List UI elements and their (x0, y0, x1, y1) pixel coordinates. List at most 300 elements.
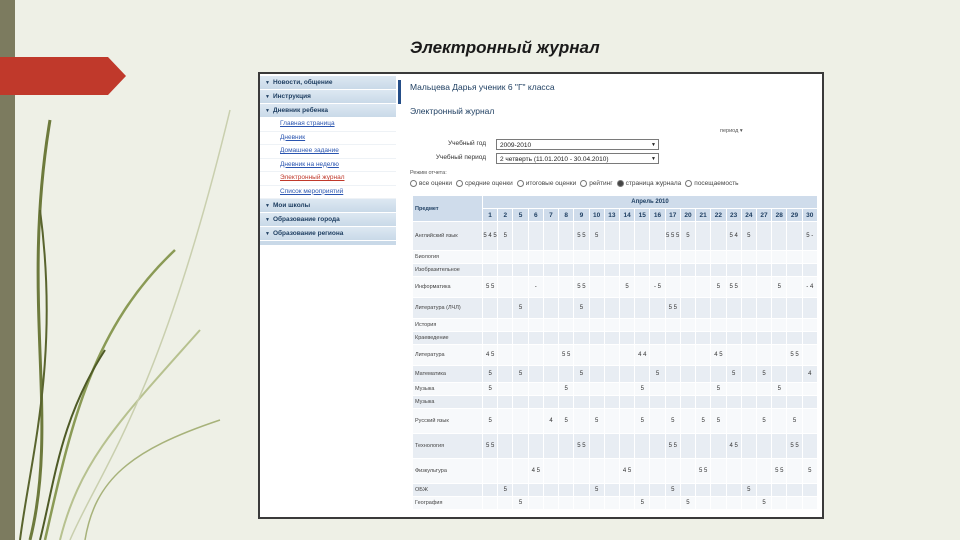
grade-cell (483, 264, 498, 277)
grade-cell (543, 345, 558, 366)
grade-cell (498, 409, 513, 434)
journal-title: Электронный журнал (410, 106, 495, 116)
grade-cell (711, 222, 726, 251)
table-row (413, 251, 818, 264)
grade-cell (696, 264, 711, 277)
grade-cell (498, 264, 513, 277)
grade-cell (528, 409, 543, 434)
table-row (413, 434, 818, 459)
grade-cell (772, 332, 787, 345)
title-arrow-shape (0, 57, 126, 95)
report-mode-option[interactable] (617, 180, 684, 187)
grade-cell (574, 383, 589, 396)
grade-cell (619, 366, 634, 383)
sidebar-section-label: Дневник ребенка (272, 107, 329, 114)
grade-cell (604, 434, 619, 459)
grade-cell (741, 251, 756, 264)
grade-cell: 4 4 (635, 345, 650, 366)
sidebar-item[interactable]: Дневник (260, 132, 396, 146)
grade-cell: 5 (589, 409, 604, 434)
table-row (413, 396, 818, 409)
grade-cell (498, 459, 513, 484)
grade-cell (665, 264, 680, 277)
table-row (413, 277, 818, 298)
grade-cell: 5 5 (787, 434, 802, 459)
grade-cell (650, 434, 665, 459)
grade-cell (741, 264, 756, 277)
grade-cell (528, 332, 543, 345)
grade-cell (543, 497, 558, 510)
sidebar-section[interactable] (260, 104, 396, 117)
grade-cell: 5 5 (665, 434, 680, 459)
grade-cell (589, 345, 604, 366)
grade-cell (574, 409, 589, 434)
grade-cell (635, 319, 650, 332)
grade-cell (680, 366, 695, 383)
grade-cell (559, 298, 574, 319)
grade-cell (604, 396, 619, 409)
grade-cell (787, 222, 802, 251)
grade-cell: 5 (711, 409, 726, 434)
grade-cell (772, 264, 787, 277)
grade-cell: 4 5 (528, 459, 543, 484)
grade-cell (802, 396, 817, 409)
year-label: Учебный год (448, 140, 486, 147)
day-header: 21 (696, 209, 711, 222)
grade-cell (650, 383, 665, 396)
grade-cell (483, 459, 498, 484)
grade-cell (513, 222, 528, 251)
grade-cell (559, 497, 574, 510)
grade-cell (619, 434, 634, 459)
grade-cell (619, 319, 634, 332)
grade-cell: 4 (802, 366, 817, 383)
grade-cell: 5 (711, 277, 726, 298)
grade-cell (665, 319, 680, 332)
sidebar-section[interactable] (260, 90, 396, 103)
subject-cell: Музыка (413, 383, 483, 396)
slide-title: Электронный журнал (410, 38, 600, 57)
grade-cell (696, 345, 711, 366)
day-header: 13 (604, 209, 619, 222)
grade-cell (559, 434, 574, 459)
report-mode-option[interactable] (410, 180, 454, 187)
grade-cell (619, 409, 634, 434)
grade-cell (650, 222, 665, 251)
table-row (413, 222, 818, 251)
subject-cell: Изобразительное (413, 264, 483, 277)
grade-cell (513, 319, 528, 332)
day-header: 16 (650, 209, 665, 222)
chevron-down-icon: ▼ (265, 80, 270, 86)
grade-cell (513, 396, 528, 409)
grade-cell (802, 332, 817, 345)
grade-cell (802, 264, 817, 277)
grade-cell (528, 396, 543, 409)
grade-cell (772, 319, 787, 332)
grade-cell (635, 264, 650, 277)
grade-cell (772, 497, 787, 510)
grade-cell (711, 251, 726, 264)
grade-cell: - 5 (650, 277, 665, 298)
grade-cell (635, 277, 650, 298)
subject-cell: Физкультура (413, 459, 483, 484)
grade-cell (665, 366, 680, 383)
grade-cell: 5 (650, 366, 665, 383)
grade-cell (559, 251, 574, 264)
sidebar-section-label: Образование региона (272, 230, 344, 237)
grade-cell (726, 264, 741, 277)
grade-cell (726, 383, 741, 396)
grade-cell (772, 434, 787, 459)
day-header: 29 (787, 209, 802, 222)
grade-cell (604, 222, 619, 251)
grade-cell (726, 497, 741, 510)
report-mode-label: итоговые оценки (525, 180, 577, 188)
grade-cell (604, 332, 619, 345)
chevron-down-icon: ▼ (651, 142, 656, 148)
sidebar-item[interactable]: Главная страница (260, 118, 396, 132)
grade-cell (787, 298, 802, 319)
grade-cell: - (528, 277, 543, 298)
grade-cell: 5 (665, 409, 680, 434)
grade-cell (528, 222, 543, 251)
sidebar-section[interactable] (260, 76, 396, 89)
grade-cell (635, 222, 650, 251)
report-mode-options (410, 180, 743, 187)
grade-cell (756, 345, 771, 366)
table-row (413, 459, 818, 484)
grade-cell (772, 484, 787, 497)
grade-cell: - 4 (802, 277, 817, 298)
sidebar-item[interactable]: Электронный журнал (260, 172, 396, 186)
grade-cell (741, 383, 756, 396)
grade-cell: 5 (483, 383, 498, 396)
grade-cell: 5 (680, 222, 695, 251)
grade-cell: 5 (741, 484, 756, 497)
grade-cell (787, 396, 802, 409)
grade-cell (787, 497, 802, 510)
grade-cell (772, 345, 787, 366)
grade-cell (498, 319, 513, 332)
grade-cell: 4 5 (726, 434, 741, 459)
day-header: 2 (498, 209, 513, 222)
grade-cell (772, 298, 787, 319)
grade-cell: 5 (635, 383, 650, 396)
grade-cell (574, 319, 589, 332)
report-mode-option[interactable] (517, 180, 578, 187)
grade-cell (513, 383, 528, 396)
grade-cell (543, 366, 558, 383)
grade-cell (589, 434, 604, 459)
grade-cell: 5 5 (772, 459, 787, 484)
grade-cell (619, 345, 634, 366)
grade-cell (543, 264, 558, 277)
grade-cell (513, 264, 528, 277)
grade-cell (696, 366, 711, 383)
table-row (413, 319, 818, 332)
subject-cell: ОБЖ (413, 484, 483, 497)
chevron-down-icon: ▼ (265, 94, 270, 100)
grade-cell (589, 298, 604, 319)
grade-cell (543, 396, 558, 409)
grade-cell (756, 459, 771, 484)
report-mode-option[interactable] (456, 180, 515, 187)
subject-cell: Литература (413, 345, 483, 366)
grade-cell (696, 383, 711, 396)
grade-cell (589, 277, 604, 298)
grade-cell (574, 332, 589, 345)
grade-cell: 5 (483, 409, 498, 434)
grade-cell (802, 251, 817, 264)
grade-cell (543, 319, 558, 332)
grade-cell (650, 497, 665, 510)
grade-cell: 5 (787, 409, 802, 434)
grade-cell (711, 332, 726, 345)
grade-cell (543, 434, 558, 459)
sidebar-footer (260, 241, 396, 245)
grade-cell (650, 264, 665, 277)
grade-cell (559, 264, 574, 277)
grade-cell (650, 409, 665, 434)
grade-cell (619, 298, 634, 319)
grade-cell (711, 366, 726, 383)
radio-icon (617, 180, 624, 187)
grade-cell: 5 (589, 222, 604, 251)
grade-cell (741, 409, 756, 434)
grade-cell (802, 298, 817, 319)
grade-cell (787, 459, 802, 484)
grade-cell (528, 484, 543, 497)
grade-cell: 5 (513, 497, 528, 510)
grade-cell (787, 264, 802, 277)
grade-cell (680, 434, 695, 459)
grade-cell (559, 459, 574, 484)
grade-cell (574, 264, 589, 277)
sidebar-section[interactable] (260, 199, 396, 212)
sidebar-section[interactable] (260, 213, 396, 226)
grade-cell (756, 264, 771, 277)
period-select[interactable] (496, 153, 659, 164)
report-mode-option[interactable] (685, 180, 740, 187)
grade-cell: 5 (559, 409, 574, 434)
chevron-down-icon: ▼ (265, 108, 270, 114)
grade-cell (619, 332, 634, 345)
subject-cell: Технология (413, 434, 483, 459)
grade-cell: 5 5 (559, 345, 574, 366)
grade-cell: 5 (756, 409, 771, 434)
grade-cell (787, 277, 802, 298)
chevron-down-icon: ▼ (265, 203, 270, 209)
day-header: 20 (680, 209, 695, 222)
grade-cell (741, 298, 756, 319)
grade-cell (513, 332, 528, 345)
grade-cell (604, 319, 619, 332)
grade-cell: 5 (574, 366, 589, 383)
year-select[interactable] (496, 139, 659, 150)
sidebar-item[interactable]: Список мероприятий (260, 186, 396, 200)
day-header: 8 (559, 209, 574, 222)
grade-cell: 5 (589, 484, 604, 497)
grade-cell (772, 366, 787, 383)
sidebar-item[interactable]: Домашнее задание (260, 145, 396, 159)
day-header: 7 (543, 209, 558, 222)
grade-cell (528, 298, 543, 319)
grade-cell: 5 (498, 484, 513, 497)
grade-cell (483, 497, 498, 510)
grade-cell: 5 5 (483, 434, 498, 459)
grade-cell (559, 396, 574, 409)
sidebar-section[interactable] (260, 227, 396, 240)
grade-cell: 5 5 (787, 345, 802, 366)
grade-cell: 5 5 (726, 277, 741, 298)
grade-cell: 5 (619, 277, 634, 298)
table-row (413, 345, 818, 366)
grade-cell (756, 332, 771, 345)
sidebar-item[interactable]: Дневник на неделю (260, 159, 396, 173)
grade-cell (559, 277, 574, 298)
grade-cell (696, 222, 711, 251)
grade-cell: 5 5 (574, 277, 589, 298)
grade-cell (711, 264, 726, 277)
grade-cell (513, 434, 528, 459)
journal-table (412, 195, 818, 510)
grade-cell (665, 332, 680, 345)
report-mode-option[interactable] (580, 180, 614, 187)
grade-cell (665, 383, 680, 396)
grade-cell (604, 264, 619, 277)
grade-cell (787, 383, 802, 396)
grade-cell (498, 383, 513, 396)
grade-cell (635, 332, 650, 345)
grade-cell (787, 319, 802, 332)
day-header: 1 (483, 209, 498, 222)
grade-cell (696, 484, 711, 497)
grade-cell: 5 (635, 409, 650, 434)
grade-cell (483, 251, 498, 264)
grade-cell (650, 298, 665, 319)
radio-icon (685, 180, 692, 187)
grade-cell (680, 396, 695, 409)
grade-cell (559, 484, 574, 497)
grade-cell (665, 345, 680, 366)
grade-cell (589, 497, 604, 510)
grade-cell: 5 (483, 366, 498, 383)
grade-cell (680, 332, 695, 345)
grade-cell (650, 332, 665, 345)
grade-cell: 5 (665, 484, 680, 497)
grade-cell (528, 251, 543, 264)
grade-cell (498, 298, 513, 319)
grade-cell (741, 459, 756, 484)
grade-cell (559, 222, 574, 251)
grade-cell (726, 251, 741, 264)
grade-cell (787, 251, 802, 264)
grade-cell (619, 383, 634, 396)
grade-cell (635, 298, 650, 319)
grade-cell (665, 459, 680, 484)
grade-cell (589, 383, 604, 396)
header-accent-bar (398, 80, 401, 104)
day-header: 27 (756, 209, 771, 222)
grade-cell (513, 484, 528, 497)
grade-cell: 4 5 (483, 345, 498, 366)
grade-cell (680, 319, 695, 332)
grade-cell (650, 319, 665, 332)
grade-cell (726, 298, 741, 319)
grade-cell (756, 319, 771, 332)
subject-cell: Английский язык (413, 222, 483, 251)
grade-cell (756, 222, 771, 251)
grade-cell (619, 497, 634, 510)
grade-cell (604, 277, 619, 298)
grade-cell (528, 264, 543, 277)
grade-cell: 5 (741, 222, 756, 251)
grade-cell: 5 5 (574, 434, 589, 459)
day-header: 14 (619, 209, 634, 222)
grade-cell (543, 277, 558, 298)
grade-cell (711, 396, 726, 409)
subject-header: Предмет (413, 196, 483, 222)
grade-cell (680, 277, 695, 298)
grade-cell (543, 332, 558, 345)
grade-cell: 5 4 5 (483, 222, 498, 251)
grade-cell (619, 396, 634, 409)
grade-cell (498, 366, 513, 383)
grade-cell (619, 264, 634, 277)
grade-cell (665, 277, 680, 298)
grade-cell (635, 459, 650, 484)
grade-cell (619, 484, 634, 497)
day-header: 22 (711, 209, 726, 222)
grade-cell (635, 251, 650, 264)
grade-cell (498, 332, 513, 345)
grade-cell (696, 497, 711, 510)
grade-cell (650, 484, 665, 497)
table-row (413, 497, 818, 510)
grade-cell: 5 - (802, 222, 817, 251)
grade-cell: 4 5 (711, 345, 726, 366)
chevron-down-icon: ▼ (651, 156, 656, 162)
grade-cell (680, 459, 695, 484)
period-value: 2 четверть (11.01.2010 - 30.04.2010) (500, 156, 609, 163)
grade-cell (680, 409, 695, 434)
subject-cell: История (413, 319, 483, 332)
grade-cell (696, 434, 711, 459)
grade-cell: 5 (726, 366, 741, 383)
grade-cell (543, 298, 558, 319)
grade-cell: 5 (696, 409, 711, 434)
grade-cell (635, 434, 650, 459)
grade-cell: 4 5 (619, 459, 634, 484)
grade-cell (802, 484, 817, 497)
chevron-down-icon: ▼ (265, 217, 270, 223)
grade-cell (696, 396, 711, 409)
day-header: 30 (802, 209, 817, 222)
period-link[interactable]: период ▾ (720, 128, 743, 134)
student-name: Мальцева Дарья ученик 6 "Г" класса (410, 82, 555, 92)
table-row (413, 332, 818, 345)
grade-cell (604, 366, 619, 383)
grade-cell (528, 366, 543, 383)
day-header: 9 (574, 209, 589, 222)
grade-cell (741, 332, 756, 345)
subject-cell: Математика (413, 366, 483, 383)
grade-cell (711, 298, 726, 319)
day-header: 23 (726, 209, 741, 222)
grade-cell: 4 (543, 409, 558, 434)
year-value: 2009-2010 (500, 142, 532, 149)
